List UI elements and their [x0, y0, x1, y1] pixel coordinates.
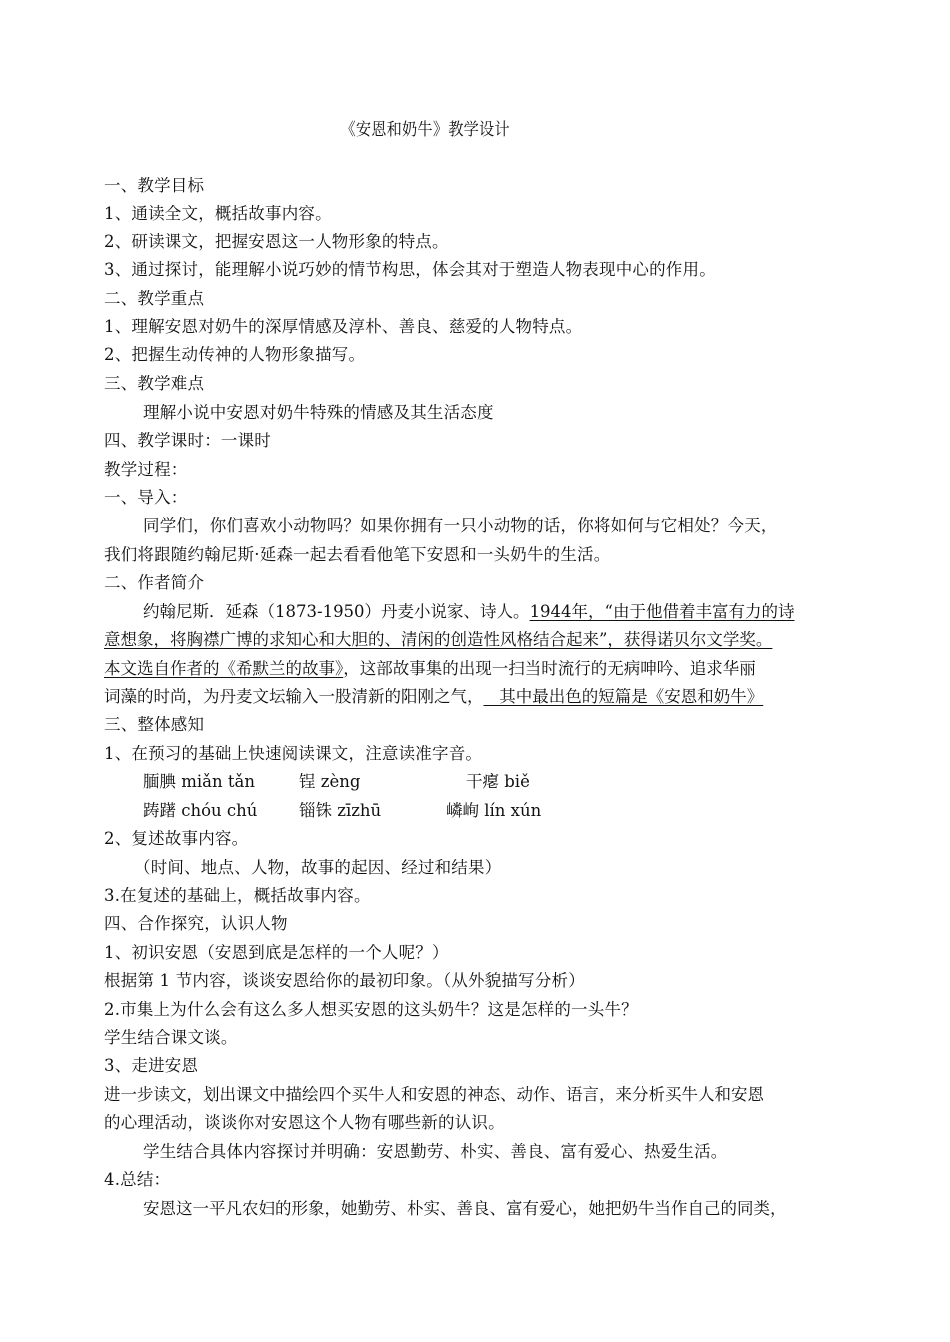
objective-1: 1、通读全文，概括故事内容。 [104, 204, 332, 223]
heading-summary: 4.总结： [104, 1170, 171, 1189]
explore-step-1: 1、初识安恩（安恩到底是怎样的一个人呢？） [104, 943, 449, 962]
heading-author: 二、作者简介 [104, 573, 205, 592]
author-impact: 词藻的时尚，为丹麦文坛输入一股清新的阳刚之气， [104, 687, 484, 706]
author-source-underlined: 本文选自作者的《希默兰的故事》 [104, 659, 344, 678]
heading-intro: 一、导入： [104, 488, 188, 507]
key-point-1: 1、理解安恩对奶牛的深厚情感及淳朴、善良、慈爱的人物特点。 [104, 317, 583, 336]
author-line-2: 意想象，将胸襟广博的求知心和大胆的、清闲的创造性风格结合起来”，获得诺贝尔文学奖。 [104, 630, 773, 649]
objective-2: 2、研读课文，把握安恩这一人物形象的特点。 [104, 232, 449, 251]
difficulty-text: 理解小说中安恩对奶牛特殊的情感及其生活态度 [143, 403, 494, 422]
overall-step-3: 3.在复述的基础上，概括故事内容。 [104, 886, 371, 905]
author-best-work-underlined: 其中最出色的短篇是《安恩和奶牛》 [483, 687, 764, 706]
pinyin-word-3: 干瘪 biě [466, 772, 530, 791]
heading-overall: 三、整体感知 [104, 715, 205, 734]
pinyin-word-1: 腼腆 miǎn tǎn [143, 772, 255, 791]
explore-step-1-detail: 根据第 1 节内容，谈谈安恩给你的最初印象。（从外貌描写分析） [104, 971, 585, 990]
author-award-underlined: 1944年，“由于他借着丰富有力的诗 [529, 602, 795, 621]
explore-step-2: 2.市集上为什么会有这么多人想买安恩的这头奶牛？这是怎样的一头牛？ [104, 1000, 638, 1019]
pinyin-word-5: 锱铢 zīzhū [299, 801, 382, 820]
author-line-1 [143, 602, 795, 622]
overall-step-2-hint: （时间、地点、人物，故事的起因、经过和结果） [134, 858, 502, 877]
heading-lesson-hours: 四、教学课时：一课时 [104, 431, 271, 450]
objective-3: 3、通过探讨，能理解小说巧妙的情节构思，体会其对于塑造人物表现中心的作用。 [104, 260, 716, 279]
key-point-2: 2、把握生动传神的人物形象描写。 [104, 345, 366, 364]
page-title: 《安恩和奶牛》教学设计 [340, 120, 510, 140]
explore-conclusion: 学生结合具体内容探讨并明确：安恩勤劳、朴实、善良、富有爱心、热爱生活。 [143, 1142, 728, 1161]
author-intro: 约翰尼斯．延森（1873-1950）丹麦小说家、诗人。 [143, 602, 530, 621]
author-line-3 [104, 659, 756, 679]
overall-step-2: 2、复述故事内容。 [104, 829, 249, 848]
intro-text-line-2: 我们将跟随约翰尼斯·延森一起去看看他笔下安恩和一头奶牛的生活。 [104, 545, 611, 564]
pinyin-word-6: 嶙峋 lín xún [446, 801, 542, 820]
explore-step-2-detail: 学生结合课文谈。 [104, 1028, 238, 1047]
author-source-rest: ，这部故事集的出现一扫当时流行的无病呻吟、追求华丽 [343, 659, 756, 678]
heading-difficulty: 三、教学难点 [104, 374, 205, 393]
pinyin-word-4: 踌躇 chóu chú [143, 801, 258, 820]
heading-key-points: 二、教学重点 [104, 289, 205, 308]
summary-text: 安恩这一平凡农妇的形象，她勤劳、朴实、善良、富有爱心，她把奶牛当作自己的同类， [143, 1199, 787, 1218]
heading-process: 教学过程： [104, 460, 188, 479]
heading-explore: 四、合作探究，认识人物 [104, 914, 288, 933]
explore-step-3-line-1: 进一步读文，划出课文中描绘四个买牛人和安恩的神态、动作、语言，来分析买牛人和安恩 [104, 1085, 764, 1104]
overall-step-1: 1、在预习的基础上快速阅读课文，注意读准字音。 [104, 744, 483, 763]
explore-step-3: 3、走进安恩 [104, 1056, 199, 1075]
explore-step-3-line-2: 的心理活动，谈谈你对安恩这个人物有哪些新的认识。 [104, 1113, 505, 1132]
author-line-4 [104, 687, 763, 707]
heading-objectives: 一、教学目标 [104, 176, 205, 195]
intro-text-line-1: 同学们，你们喜欢小动物吗？如果你拥有一只小动物的话，你将如何与它相处？今天， [143, 516, 778, 535]
pinyin-word-2: 锃 zèng [299, 772, 361, 791]
